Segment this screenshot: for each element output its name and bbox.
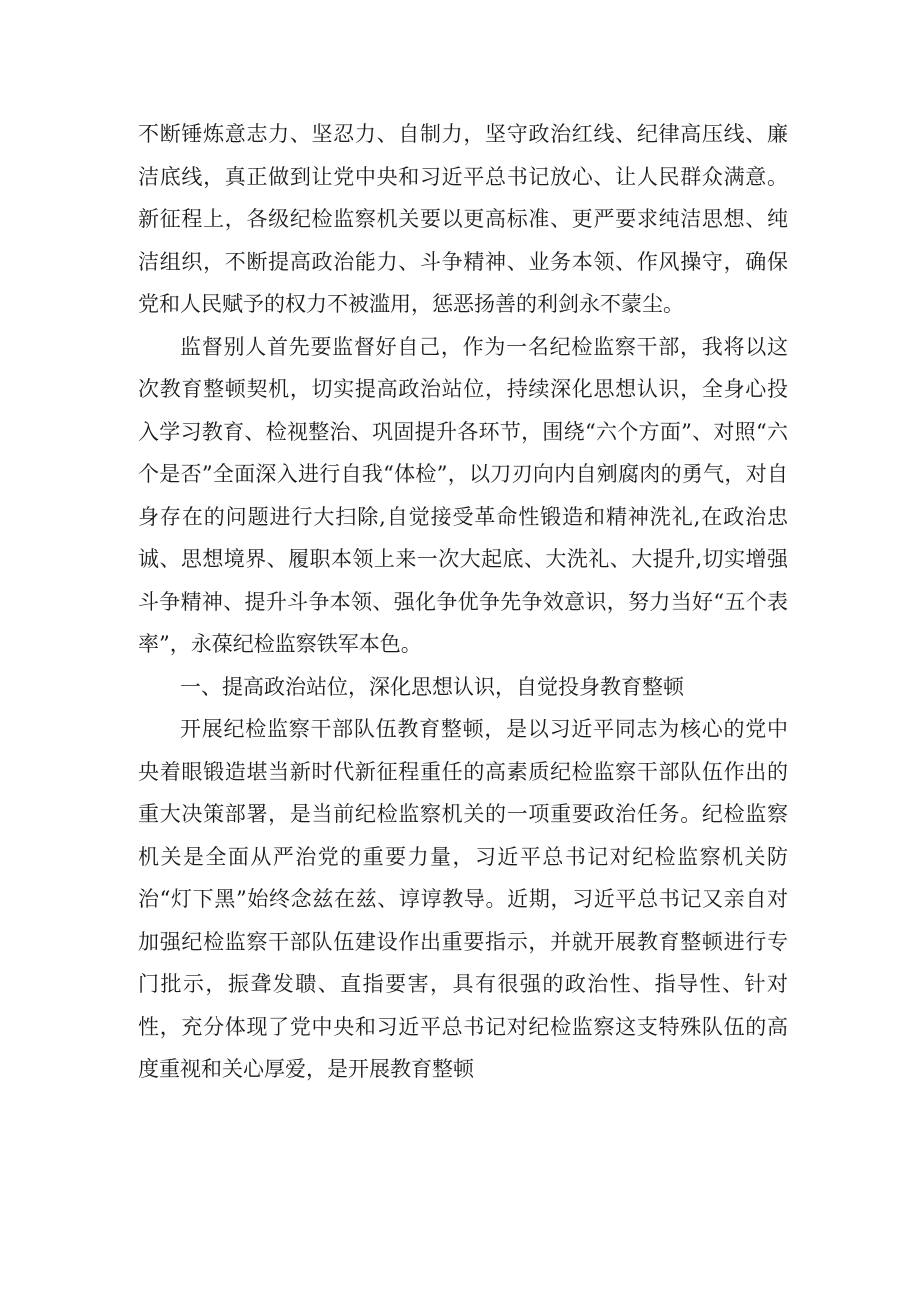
paragraph-continuation: 不断锤炼意志力、坚忍力、自制力，坚守政治红线、纪律高压线、廉洁底线，真正做到让党中央和习近平总书记放心、让人民群众满意。新征程上，各级纪检监察机关要以更高标准、更严要求纯洁思想、纯洁组织，不断提高政治能力、斗争精神、业务本领、作风操守，确保党和人民赋予的权力不被滥用，惩恶扬善的利剑永不蒙尘。 — [138, 122, 788, 316]
paragraph-self-supervision: 监督别人首先要监督好自己，作为一名纪检监察干部，我将以这次教育整顿契机，切实提高政治站位，持续深化思想认识，全身心投入学习教育、检视整治、巩固提升各环节，围绕“六个方面”、对照“六个是否”全面深入进行自我“体检”，以刀刃向内自剜腐肉的勇气，对自身存在的问题进行大扫除,自觉接受革命性锻造和精神洗礼,在政治忠诚、思想境界、履职本领上来一次大起底、大洗礼、大提升,切实增强斗争精神、提升斗争本领、强化争优争先争效意识，努力当好“五个表率”，永葆纪检监察铁军本色。 — [138, 334, 788, 656]
document-body — [138, 113, 788, 1091]
section-heading: 一、提高政治站位，深化思想认识，自觉投身教育整顿 — [180, 674, 684, 699]
paragraph-education-rectification: 开展纪检监察干部队伍教育整顿，是以习近平同志为核心的党中央着眼锻造堪当新时代新征程重任的高素质纪检监察干部队伍作出的重大决策部署，是当前纪检监察机关的一项重要政治任务。纪检监察机关是全面从严治党的重要力量，习近平总书记对纪检监察机关防治“灯下黑”始终念兹在兹、谆谆教导。近期，习近平总书记又亲自对加强纪检监察干部队伍建设作出重要指示，并就开展教育整顿进行专门批示，振聋发聩、直指要害，具有很强的政治性、指导性、针对性，充分体现了党中央和习近平总书记对纪检监察这支特殊队伍的高度重视和关心厚爱，是开展教育整顿 — [138, 717, 788, 1081]
